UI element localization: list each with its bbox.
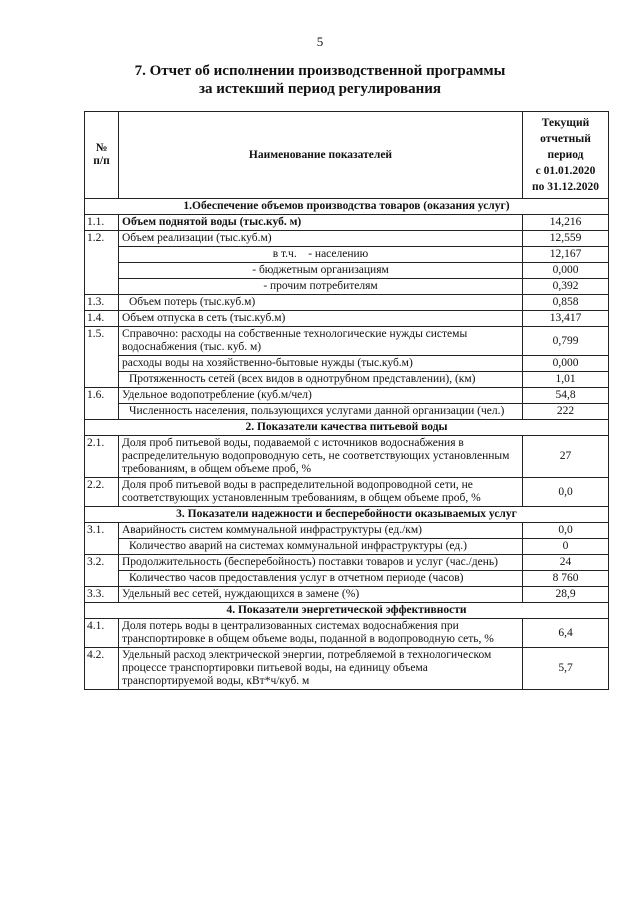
section-row bbox=[85, 420, 609, 436]
row-number: 4.2. bbox=[85, 648, 119, 690]
row-name: Численность населения, пользующихся услугами данной организации (чел.) bbox=[119, 404, 523, 420]
row-number: 3.3. bbox=[85, 587, 119, 603]
row-number: 1.2. bbox=[85, 231, 119, 295]
row-value: 0 bbox=[523, 539, 609, 555]
row-name: Аварийность систем коммунальной инфраструктуры (ед./км) bbox=[119, 523, 523, 539]
row-name: Доля проб питьевой воды, подаваемой с источников водоснабжения в распределительную водопроводную сеть, не соответствующих установленным требованиям, в общем объеме проб, % bbox=[119, 436, 523, 478]
row-name: Удельный вес сетей, нуждающихся в замене (%) bbox=[119, 587, 523, 603]
report-table bbox=[84, 111, 609, 690]
row-value: 0,0 bbox=[523, 523, 609, 539]
section-title: 4. Показатели энергетической эффективности bbox=[85, 603, 609, 619]
row-value: 14,216 bbox=[523, 215, 609, 231]
row-value: 27 bbox=[523, 436, 609, 478]
section-row bbox=[85, 199, 609, 215]
row-value: 6,4 bbox=[523, 619, 609, 648]
header-period-line2: отчетный bbox=[540, 133, 591, 145]
row-value: 0,392 bbox=[523, 279, 609, 295]
table-row bbox=[85, 215, 609, 231]
row-name: Количество часов предоставления услуг в отчетном периоде (часов) bbox=[119, 571, 523, 587]
header-indicator-name: Наименование показателей bbox=[119, 112, 523, 199]
table-header-row bbox=[85, 112, 609, 199]
row-name: Объем отпуска в сеть (тыс.куб.м) bbox=[119, 311, 523, 327]
table-row bbox=[85, 388, 609, 404]
row-value: 5,7 bbox=[523, 648, 609, 690]
table-row bbox=[85, 619, 609, 648]
row-value: 222 bbox=[523, 404, 609, 420]
row-number: 3.1. bbox=[85, 523, 119, 555]
row-name: Удельное водопотребление (куб.м/чел) bbox=[119, 388, 523, 404]
row-value: 0,0 bbox=[523, 478, 609, 507]
table-row bbox=[85, 587, 609, 603]
header-period bbox=[523, 112, 609, 199]
table-row bbox=[85, 436, 609, 478]
row-number: 1.4. bbox=[85, 311, 119, 327]
table-row bbox=[85, 523, 609, 539]
section-row bbox=[85, 603, 609, 619]
row-name: Объем потерь (тыс.куб.м) bbox=[119, 295, 523, 311]
row-name: Удельный расход электрической энергии, потребляемой в технологическом процессе транспортировки питьевой воды, на единицу объема транспортируемой воды, кВт*ч/куб. м bbox=[119, 648, 523, 690]
row-number: 2.1. bbox=[85, 436, 119, 478]
row-name: - бюджетным организациям bbox=[119, 263, 523, 279]
row-value: 13,417 bbox=[523, 311, 609, 327]
row-name: - прочим потребителям bbox=[119, 279, 523, 295]
header-number-line1: № bbox=[95, 142, 108, 154]
row-name: Объем поднятой воды (тыс.куб. м) bbox=[119, 215, 523, 231]
row-value: 1,01 bbox=[523, 372, 609, 388]
row-number: 1.6. bbox=[85, 388, 119, 420]
table-row bbox=[85, 372, 609, 388]
header-period-line5: по 31.12.2020 bbox=[531, 181, 599, 193]
table-row bbox=[85, 478, 609, 507]
section-title: 3. Показатели надежности и бесперебойности оказываемых услуг bbox=[85, 507, 609, 523]
header-period-line4: с 01.01.2020 bbox=[535, 165, 596, 177]
header-number bbox=[85, 112, 119, 199]
row-name: в т.ч. - населению bbox=[119, 247, 523, 263]
row-name: Протяженность сетей (всех видов в однотрубном представлении), (км) bbox=[119, 372, 523, 388]
section-row bbox=[85, 507, 609, 523]
row-number: 4.1. bbox=[85, 619, 119, 648]
table-row bbox=[85, 295, 609, 311]
row-number: 2.2. bbox=[85, 478, 119, 507]
table-row bbox=[85, 327, 609, 356]
row-name: Доля проб питьевой воды в распределительной водопроводной сети, не соответствующих установленным требованиям, в общем объеме проб, % bbox=[119, 478, 523, 507]
table-row bbox=[85, 356, 609, 372]
row-name: Продолжительность (бесперебойность) поставки товаров и услуг (час./день) bbox=[119, 555, 523, 571]
title-line-2: за истекший период регулирования bbox=[198, 81, 442, 97]
row-value: 0,858 bbox=[523, 295, 609, 311]
header-period-line1: Текущий bbox=[541, 117, 590, 129]
table-row bbox=[85, 571, 609, 587]
table-row bbox=[85, 231, 609, 247]
section-title: 2. Показатели качества питьевой воды bbox=[85, 420, 609, 436]
page-number: 5 bbox=[316, 34, 324, 49]
row-name: Количество аварий на системах коммунальной инфраструктуры (ед.) bbox=[119, 539, 523, 555]
table-row bbox=[85, 648, 609, 690]
header-number-line2: п/п bbox=[93, 155, 110, 167]
row-value: 28,9 bbox=[523, 587, 609, 603]
table-row bbox=[85, 539, 609, 555]
row-name: Доля потерь воды в централизованных системах водоснабжения при транспортировке в общем объеме воды, поданной в водопроводную сеть, % bbox=[119, 619, 523, 648]
row-value: 12,559 bbox=[523, 231, 609, 247]
table-row bbox=[85, 404, 609, 420]
row-number: 1.1. bbox=[85, 215, 119, 231]
document-title bbox=[0, 62, 640, 98]
row-value: 8 760 bbox=[523, 571, 609, 587]
title-line-1: 7. Отчет об исполнении производственной программы bbox=[134, 63, 506, 79]
table-row bbox=[85, 311, 609, 327]
section-title: 1.Обеспечение объемов производства товаров (оказания услуг) bbox=[85, 199, 609, 215]
row-number: 1.5. bbox=[85, 327, 119, 388]
row-value: 24 bbox=[523, 555, 609, 571]
row-number: 3.2. bbox=[85, 555, 119, 587]
row-number: 1.3. bbox=[85, 295, 119, 311]
row-value: 12,167 bbox=[523, 247, 609, 263]
row-value: 0,000 bbox=[523, 263, 609, 279]
table-row bbox=[85, 279, 609, 295]
table-row bbox=[85, 555, 609, 571]
row-name: расходы воды на хозяйственно-бытовые нужды (тыс.куб.м) bbox=[119, 356, 523, 372]
row-value: 0,799 bbox=[523, 327, 609, 356]
row-value: 54,8 bbox=[523, 388, 609, 404]
row-name: Объем реализации (тыс.куб.м) bbox=[119, 231, 523, 247]
row-name: Справочно: расходы на собственные технологические нужды системы водоснабжения (тыс. куб. м) bbox=[119, 327, 523, 356]
header-period-line3: период bbox=[547, 149, 584, 161]
row-value: 0,000 bbox=[523, 356, 609, 372]
table-row bbox=[85, 263, 609, 279]
table-row bbox=[85, 247, 609, 263]
